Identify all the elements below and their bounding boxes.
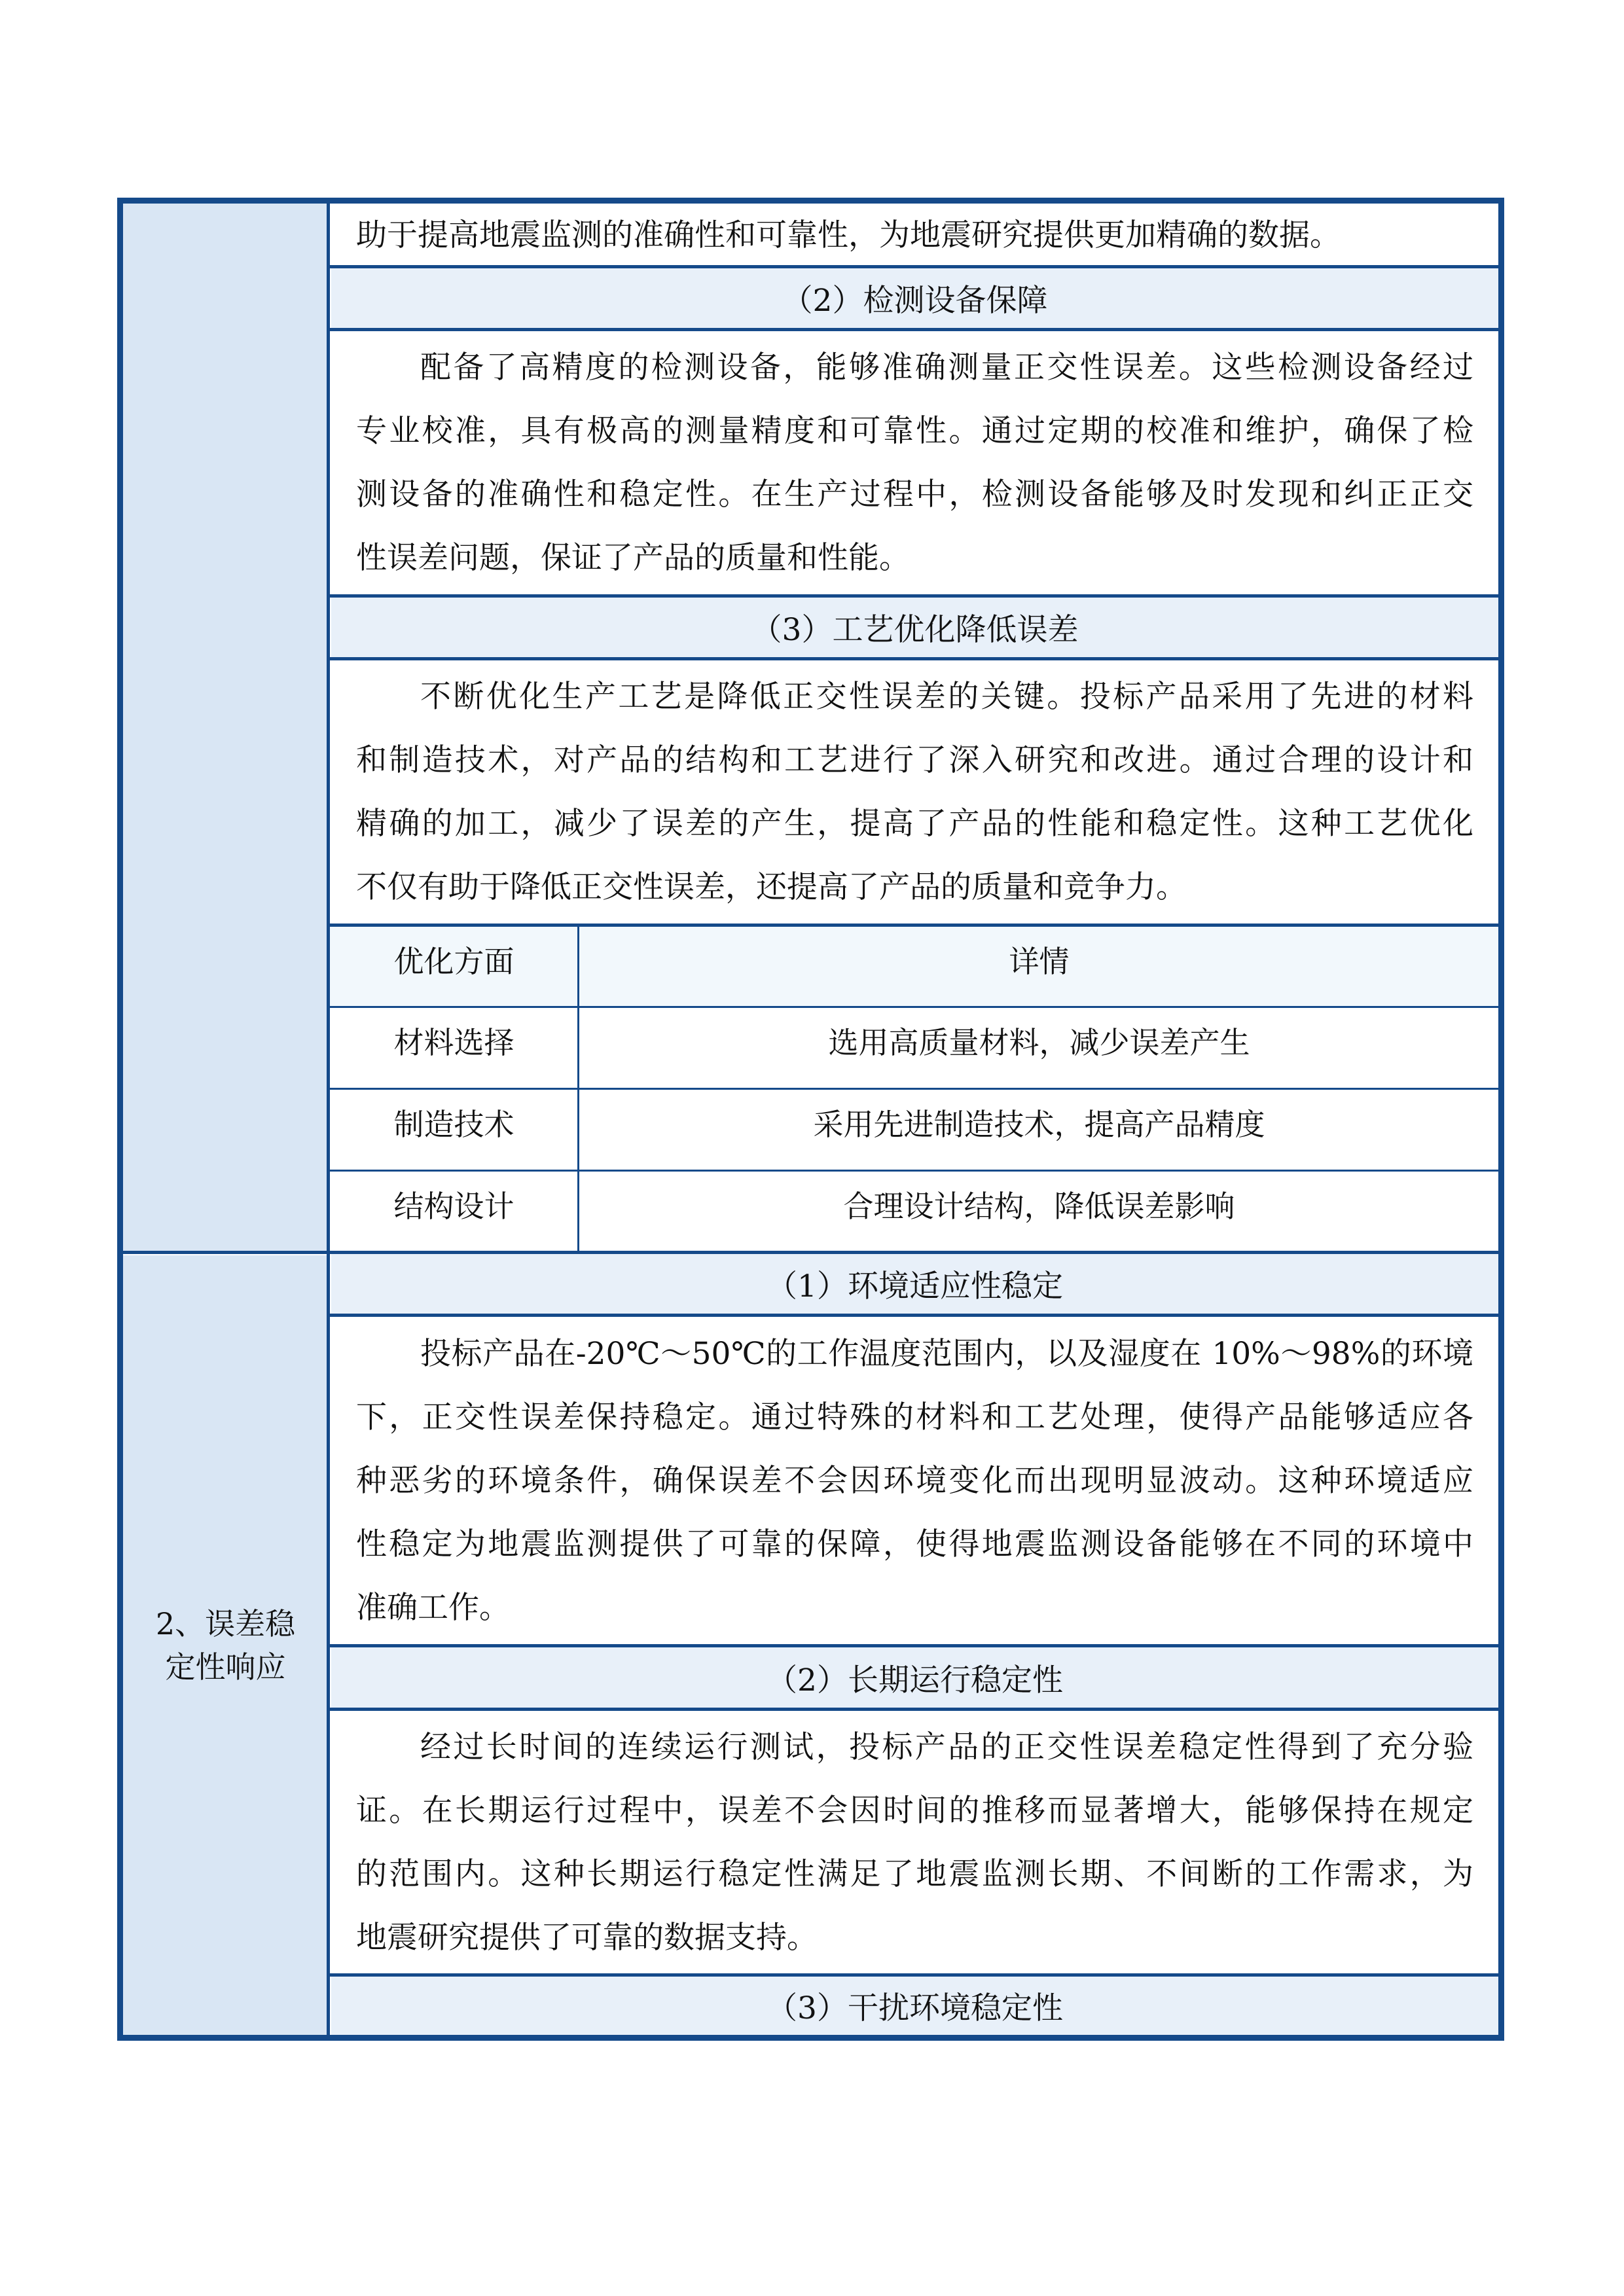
heading-process-optimization: （3）工艺优化降低误差 (331, 598, 1498, 657)
heading-long-term-stability: （2）长期运行稳定性 (331, 1647, 1498, 1708)
section2-label-line2: 定性响应 (165, 1649, 286, 1685)
paragraph-line: 准确工作。 (356, 1589, 510, 1626)
heading-interference-stability: （3）干扰环境稳定性 (331, 1977, 1498, 2035)
paragraph-line: 地震研究提供了可靠的数据支持。 (356, 1919, 818, 1956)
paragraph-line: 测设备的准确性和稳定性。在生产过程中，检测设备能够及时发现和纠正正交 (356, 476, 1473, 512)
paragraph-line: 性误差问题，保证了产品的质量和性能。 (356, 540, 910, 576)
paragraph-line: 性稳定为地震监测提供了可靠的保障，使得地震监测设备能够在不同的环境中 (356, 1526, 1473, 1562)
row-aspect: 制造技术 (393, 1107, 514, 1142)
paragraph-line: 证。在长期运行过程中，误差不会因时间的推移而显著增大，能够保持在规定 (356, 1792, 1473, 1829)
row-aspect: 结构设计 (393, 1189, 514, 1224)
paragraph-line: 的范围内。这种长期运行稳定性满足了地震监测长期、不间断的工作需求，为 (356, 1856, 1473, 1892)
row-details: 合理设计结构，降低误差影响 (843, 1189, 1235, 1224)
paragraph-inspection-equipment (331, 331, 1498, 594)
row-details: 选用高质量材料，减少误差产生 (828, 1025, 1250, 1060)
header-details: 详情 (1009, 944, 1070, 979)
paragraph-environment-adaptability (331, 1317, 1498, 1644)
row-aspect: 材料选择 (393, 1025, 514, 1060)
heading-environment-adaptability: （1）环境适应性稳定 (331, 1254, 1498, 1314)
paragraph-line: 精确的加工，减少了误差的产生，提高了产品的性能和稳定性。这种工艺优化 (356, 806, 1473, 842)
paragraph-line: 专业校准，具有极高的测量精度和可靠性。通过定期的校准和维护，确保了检 (356, 413, 1473, 449)
paragraph-line: 下，正交性误差保持稳定。通过特殊的材料和工艺处理，使得产品能够适应各 (356, 1399, 1473, 1435)
heading-inspection-equipment: （2）检测设备保障 (331, 268, 1498, 328)
paragraph-line: 不断优化生产工艺是降低正交性误差的关键。投标产品采用了先进的材料 (420, 679, 1473, 715)
row-details: 采用先进制造技术，提高产品精度 (813, 1107, 1265, 1142)
continuation-paragraph (331, 204, 1498, 265)
section2-label-cell (123, 1255, 328, 2035)
paragraph-line: 助于提高地震监测的准确性和可靠性，为地震研究提供更加精确的数据。 (356, 217, 1341, 253)
header-aspect: 优化方面 (393, 944, 514, 979)
paragraph-line: 和制造技术，对产品的结构和工艺进行了深入研究和改进。通过合理的设计和 (356, 742, 1473, 778)
paragraph-process-optimization (331, 660, 1498, 924)
paragraph-line: 配备了高精度的检测设备，能够准确测量正交性误差。这些检测设备经过 (420, 350, 1473, 386)
paragraph-line: 不仅有助于降低正交性误差，还提高了产品的质量和竞争力。 (356, 869, 1187, 905)
paragraph-line: 种恶劣的环境条件，确保误差不会因环境变化而出现明显波动。这种环境适应 (356, 1462, 1473, 1499)
paragraph-long-term-stability (331, 1711, 1498, 1973)
table-column-divider (577, 927, 579, 1252)
paragraph-line: 经过长时间的连续运行测试，投标产品的正交性误差稳定性得到了充分验 (420, 1729, 1473, 1765)
section1-label-cell (123, 204, 328, 1252)
section2-label-line1: 2、误差稳 (155, 1605, 296, 1641)
paragraph-line: 投标产品在-20℃～50℃的工作温度范围内，以及湿度在 10%～98%的环境 (420, 1335, 1473, 1372)
